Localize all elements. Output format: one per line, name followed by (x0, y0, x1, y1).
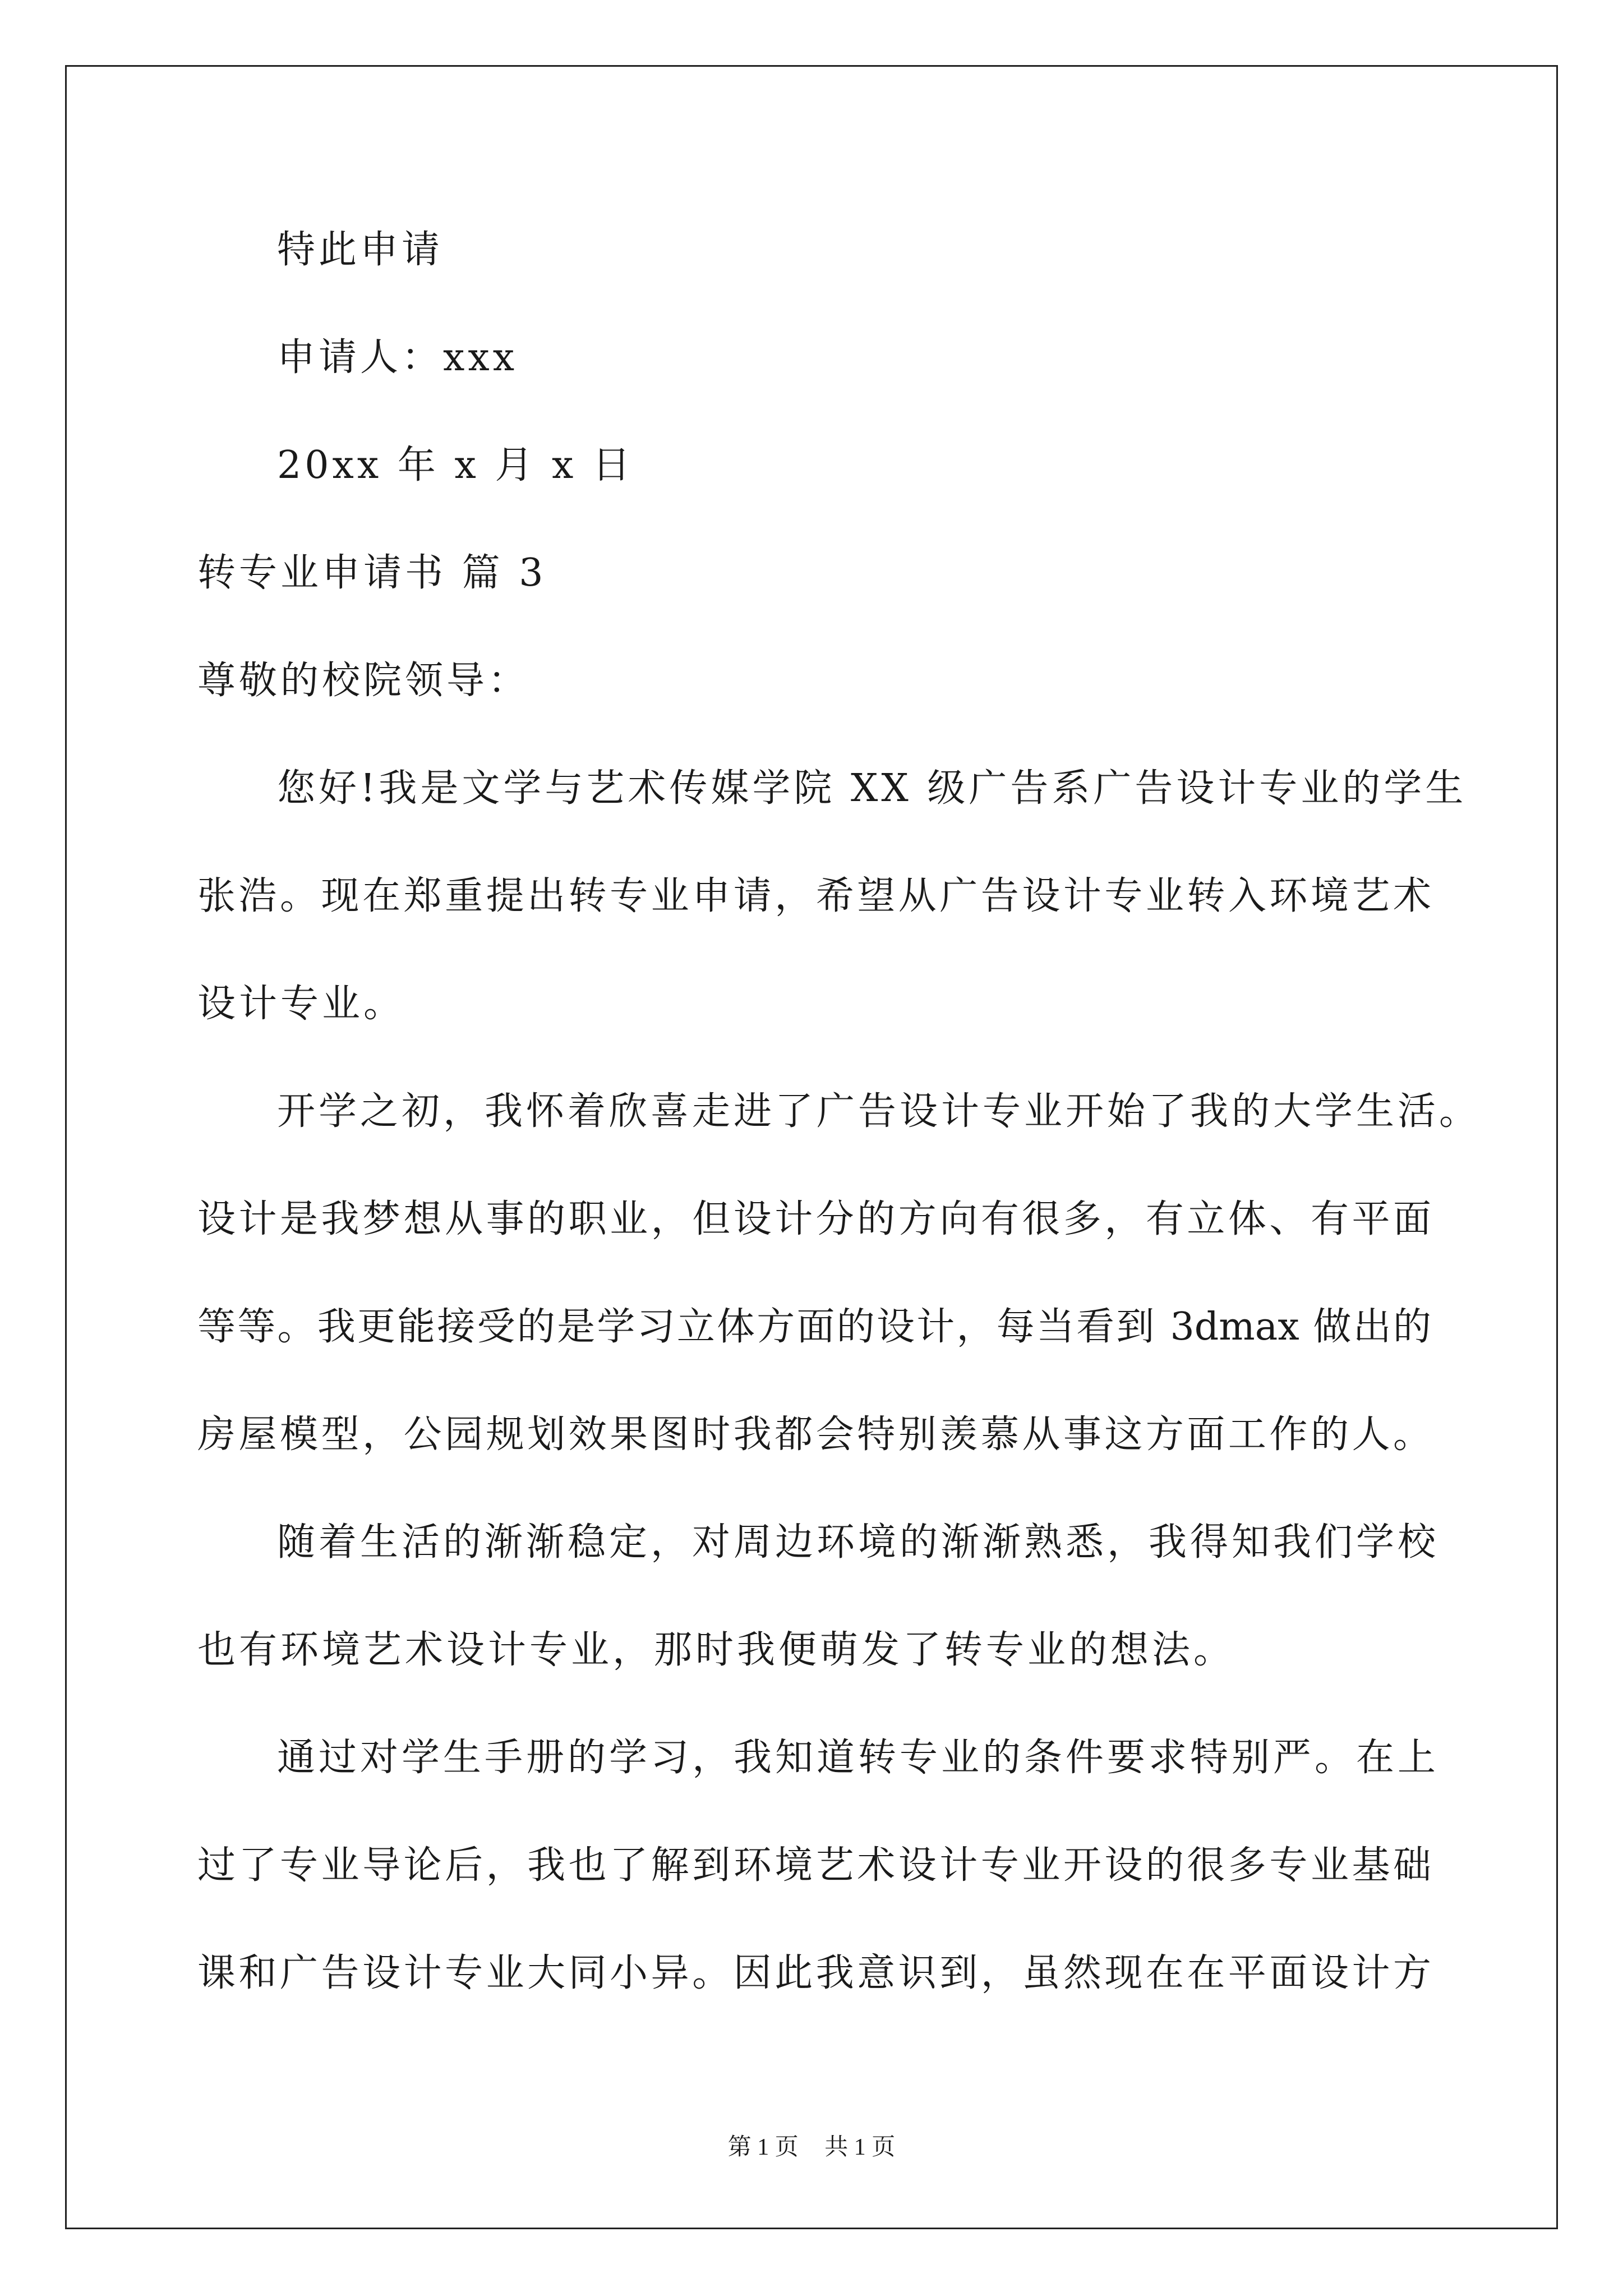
applicant-line: 申请人：xxx (277, 335, 518, 380)
paragraph-4-line-1: 通过对学生手册的学习，我知道转专业的条件要求特别严。在上 (277, 1736, 1440, 1780)
page-footer (0, 2136, 1623, 2159)
page-total: 共 1 页 (824, 2134, 896, 2160)
paragraph-1-line-1: 您好!我是文学与艺术传媒学院 XX 级广告系广告设计专业的学生 (277, 766, 1467, 811)
paragraph-2-line-1: 开学之初，我怀着欣喜走进了广告设计专业开始了我的大学生活。 (277, 1089, 1481, 1134)
paragraph-2-line-2: 设计是我梦想从事的职业，但设计分的方向有很多，有立体、有平面 (197, 1197, 1431, 1241)
paragraph-4-line-2: 过了专业导论后，我也了解到环境艺术设计专业开设的很多专业基础 (197, 1843, 1431, 1888)
paragraph-1-line-3: 设计专业。 (197, 982, 405, 1026)
paragraph-3-line-2: 也有环境艺术设计专业，那时我便萌发了转专业的想法。 (197, 1628, 1235, 1672)
paragraph-4-line-3: 课和广告设计专业大同小异。因此我意识到，虽然现在在平面设计方 (197, 1951, 1431, 1995)
section-title: 转专业申请书 篇 3 (197, 551, 547, 595)
paragraph-2-line-4: 房屋模型，公园规划效果图时我都会特别羡慕从事这方面工作的人。 (197, 1412, 1431, 1457)
paragraph-1-line-2: 张浩。现在郑重提出转专业申请，希望从广告设计专业转入环境艺术 (197, 874, 1431, 918)
salutation: 尊敬的校院领导： (197, 659, 530, 703)
paragraph-3-line-1: 随着生活的渐渐稳定，对周边环境的渐渐熟悉，我得知我们学校 (277, 1520, 1440, 1565)
page-current: 第 1 页 (727, 2134, 799, 2160)
closing-line: 特此申请 (277, 228, 444, 272)
paragraph-2-line-3: 等等。我更能接受的是学习立体方面的设计，每当看到 3dmax 做出的 (197, 1305, 1431, 1349)
date-line: 20xx 年 x 月 x 日 (277, 443, 634, 487)
page-border (65, 65, 1558, 2229)
